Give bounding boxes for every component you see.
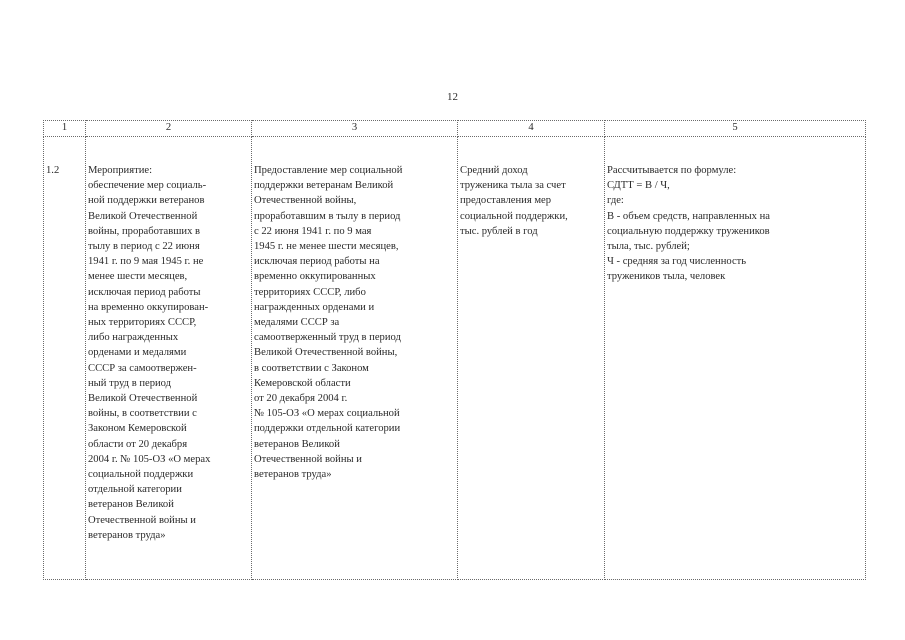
event-cell: Мероприятие: обеспечение мер социаль- ной поддержки ветеранов Великой Отечественной войны, проработавших в тылу в период с 22 июня 1941 г. по 9 мая 1945 г. не менее шести месяцев, исключая период работы на временно оккупирован- ных территориях СССР, либо награжденных орденами и медалями СССР за самоотвержен- ный труд в период Великой Отечественной войны, в соответствии с Законом Кемеровской области от 20 декабря 2004 г. № 105-ОЗ «О мерах социальной поддержки отдельной категории ветеранов Великой Отечественной войны и ветеранов труда» [86, 137, 252, 580]
column-header-3: 3 [252, 121, 458, 137]
row-number-cell: 1.2 [44, 137, 86, 580]
column-header-2: 2 [86, 121, 252, 137]
table-header-row [44, 121, 866, 137]
indicator-cell: Средний доход труженика тыла за счет предоставления мер социальной поддержки, тыс. рублей в год [458, 137, 605, 580]
column-header-4: 4 [458, 121, 605, 137]
description-cell: Предоставление мер социальной поддержки ветеранам Великой Отечественной войны, проработавшим в тылу в период с 22 июня 1941 г. по 9 мая 1945 г. не менее шести месяцев, исключая период работы на временно оккупированных территориях СССР, либо награжденных орденами и медалями СССР за самоотверженный труд в период Великой Отечественной войны, в соответствии с Законом Кемеровской области от 20 декабря 2004 г. № 105-ОЗ «О мерах социальной поддержки отдельной категории ветеранов Великой Отечественной войны и ветеранов труда» [252, 137, 458, 580]
table-row [44, 137, 866, 580]
column-header-1: 1 [44, 121, 86, 137]
page-number: 12 [447, 91, 458, 103]
measures-table [43, 120, 866, 580]
formula-cell: Рассчитывается по формуле: СДТТ = В / Ч, где: В - объем средств, направленных на социальную поддержку тружеников тыла, тыс. рублей; Ч - средняя за год численность тружеников тыла, человек [605, 137, 866, 580]
column-header-5: 5 [605, 121, 866, 137]
